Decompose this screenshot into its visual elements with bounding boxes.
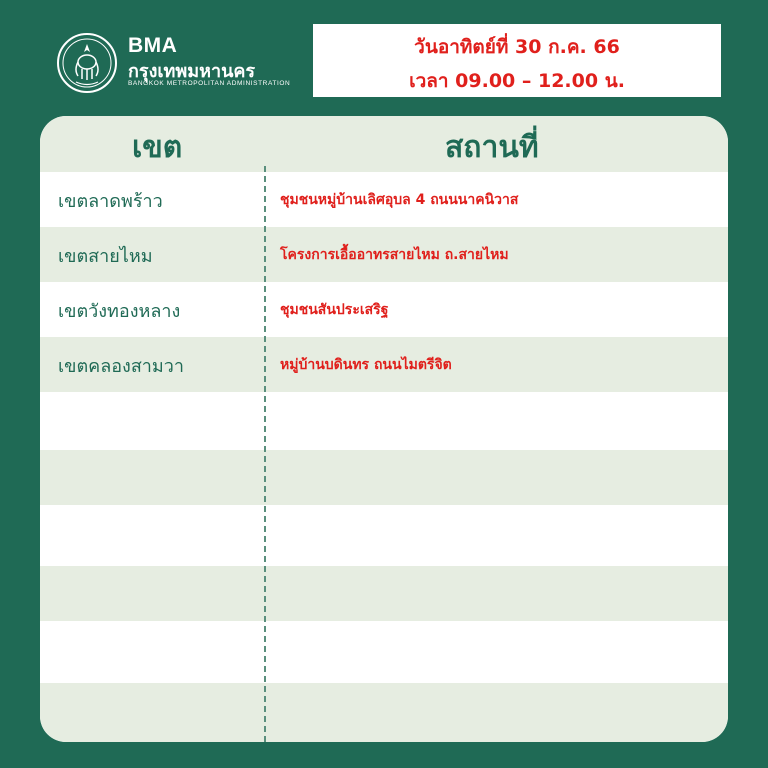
row-place: หมู่บ้านบดินทร ถนนไมตรีจิต [280, 357, 452, 373]
table-row [40, 172, 728, 227]
location-table [40, 116, 728, 742]
header-district: เขต [132, 130, 183, 165]
row-place: โครงการเอื้ออาทรสายไหม ถ.สายไหม [280, 247, 509, 263]
schedule-time: เวลา 09.00 – 12.00 น. [409, 70, 625, 92]
bma-logo [56, 30, 306, 100]
schedule-date: วันอาทิตย์ที่ 30 ก.ค. 66 [414, 36, 620, 58]
brand-abbr: BMA [128, 34, 178, 57]
header-place: สถานที่ [445, 130, 539, 165]
table-header [40, 116, 728, 172]
brand-thai-name: กรุงเทพมหานคร [128, 61, 256, 82]
schedule-box [313, 24, 721, 97]
table-row [40, 450, 728, 505]
column-divider [264, 166, 266, 742]
table-row [40, 621, 728, 683]
bma-seal-icon [56, 32, 118, 94]
row-district: เขตวังทองหลาง [58, 301, 181, 322]
table-row [40, 683, 728, 742]
table-row [40, 282, 728, 337]
row-district: เขตสายไหม [58, 246, 153, 267]
row-district: เขตคลองสามวา [58, 356, 184, 377]
table-row [40, 392, 728, 450]
row-place: ชุมชนหมู่บ้านเลิศอุบล 4 ถนนนาคนิวาส [280, 192, 519, 208]
table-row [40, 337, 728, 392]
table-row [40, 227, 728, 282]
row-district: เขตลาดพร้าว [58, 191, 163, 212]
table-row [40, 505, 728, 566]
table-row [40, 566, 728, 621]
brand-english-name: BANGKOK METROPOLITAN ADMINISTRATION [128, 80, 291, 87]
row-place: ชุมชนสันประเสริฐ [280, 302, 389, 318]
